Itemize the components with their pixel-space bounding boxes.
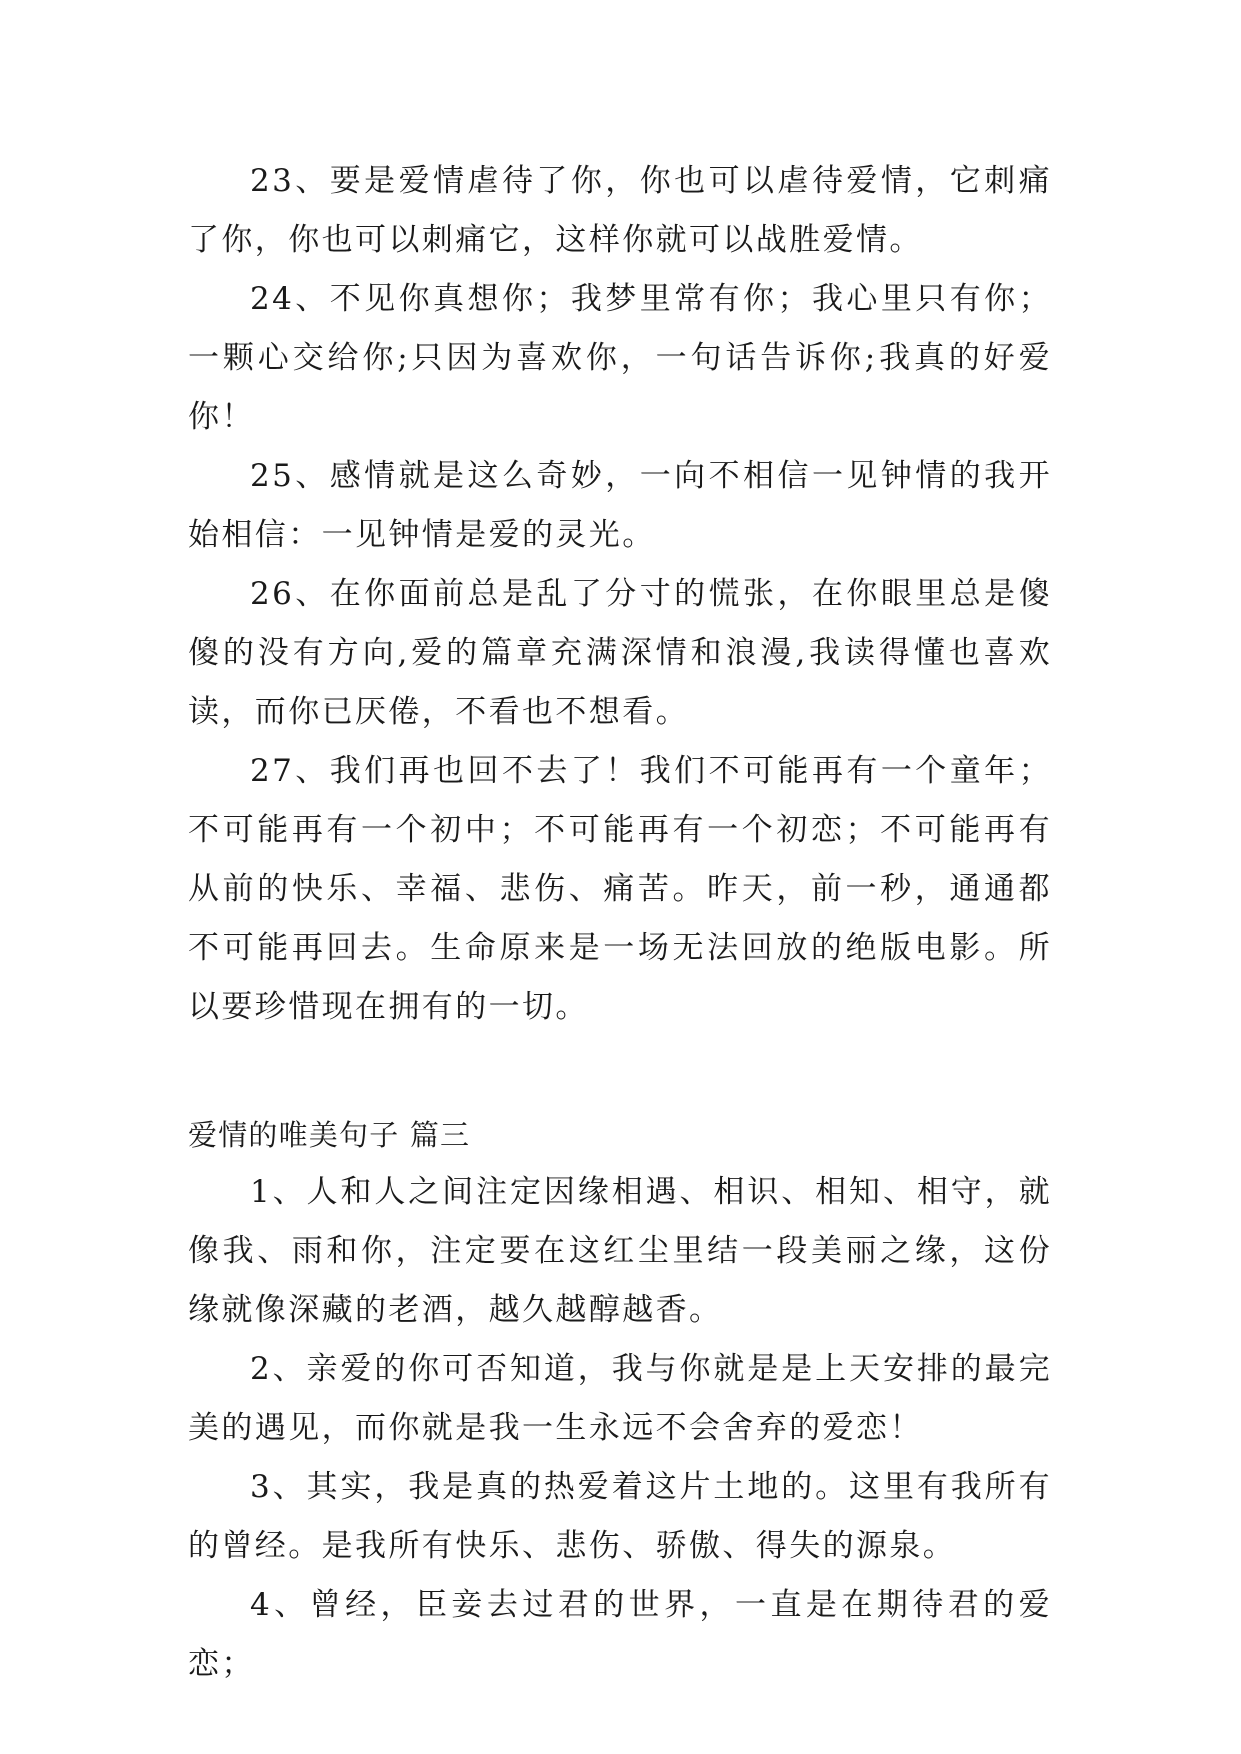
paragraph-25: 25、感情就是这么奇妙，一向不相信一见钟情的我开始相信：一见钟情是爱的灵光。: [188, 458, 1052, 553]
document-body: [188, 152, 1052, 1694]
paragraph-26: 26、在你面前总是乱了分寸的慌张，在你眼里总是傻傻的没有方向,爱的篇章充满深情和浪漫,我读得懂也喜欢读，而你已厌倦，不看也不想看。: [188, 576, 1052, 730]
paragraph-4: 4、曾经，臣妾去过君的世界，一直是在期待君的爱恋；: [188, 1587, 1052, 1682]
paragraph-3: 3、其实，我是真的热爱着这片土地的。这里有我所有的曾经。是我所有快乐、悲伤、骄傲、得失的源泉。: [188, 1469, 1052, 1564]
paragraph-1: 1、人和人之间注定因缘相遇、相识、相知、相守，就像我、雨和你，注定要在这红尘里结一段美丽之缘，这份缘就像深藏的老酒，越久越醇越香。: [188, 1174, 1052, 1328]
paragraph-27: 27、我们再也回不去了！我们不可能再有一个童年；不可能再有一个初中；不可能再有一个初恋；不可能再有从前的快乐、幸福、悲伤、痛苦。昨天，前一秒，通通都不可能再回去。生命原来是一场无法回放的绝版电影。所以要珍惜现在拥有的一切。: [188, 753, 1052, 1025]
paragraph-23: 23、要是爱情虐待了你，你也可以虐待爱情，它刺痛了你，你也可以刺痛它，这样你就可以战胜爱情。: [188, 163, 1052, 258]
paragraph-2: 2、亲爱的你可否知道，我与你就是是上天安排的最完美的遇见，而你就是我一生永远不会舍弃的爱恋！: [188, 1351, 1052, 1446]
paragraph-24: 24、不见你真想你；我梦里常有你；我心里只有你；一颗心交给你;只因为喜欢你，一句话告诉你;我真的好爱你！: [188, 281, 1052, 435]
section-title: 爱情的唯美句子 篇三: [188, 1118, 471, 1152]
